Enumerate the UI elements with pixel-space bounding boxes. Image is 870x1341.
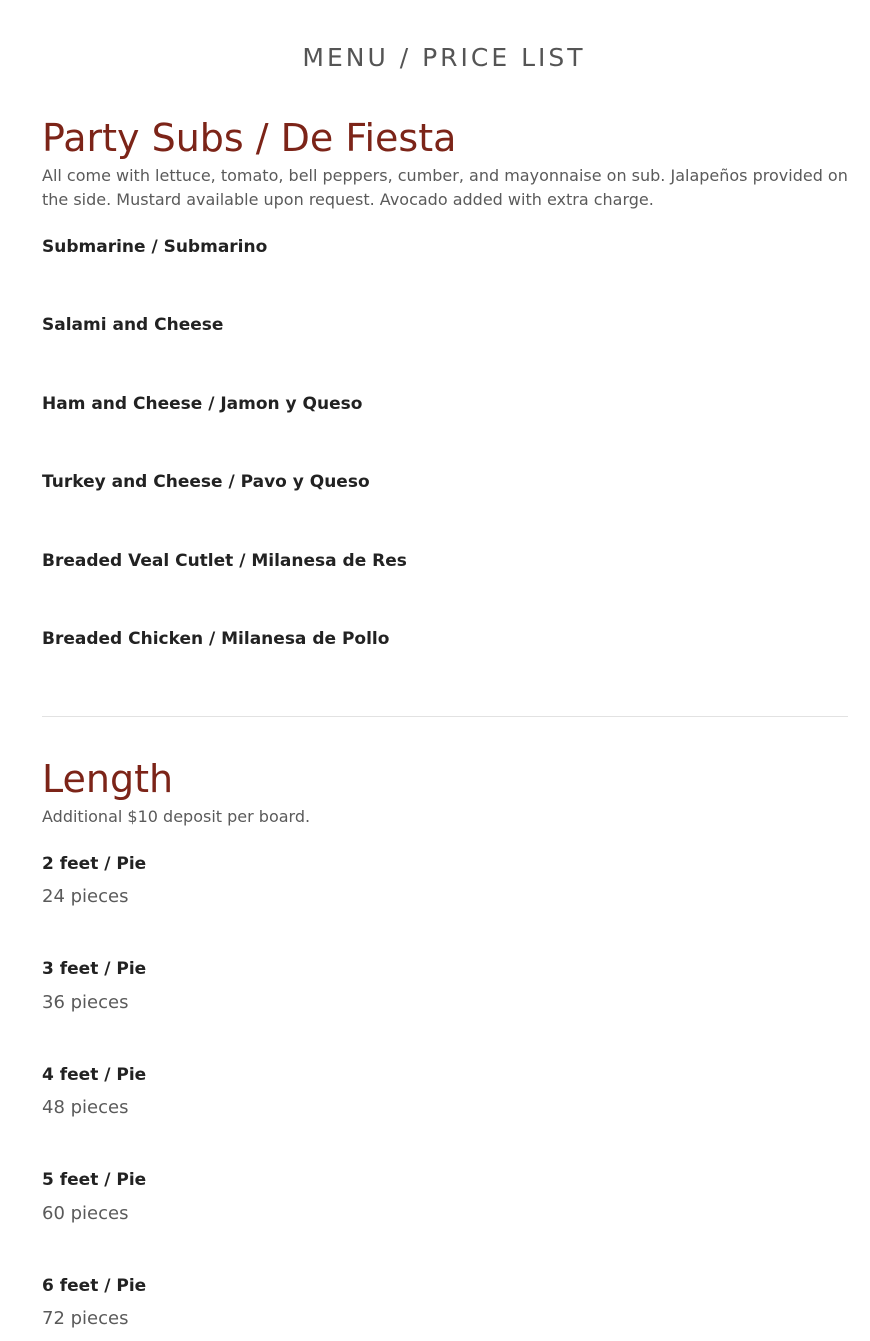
- length-item-5ft: 5 feet / Pie: [42, 1170, 147, 1190]
- length-item-3ft: 3 feet / Pie: [42, 959, 147, 979]
- menu-item-turkey-cheese: Turkey and Cheese / Pavo y Queso: [42, 472, 370, 492]
- length-item-3ft-pieces: 36 pieces: [42, 992, 129, 1013]
- length-title: Length: [42, 757, 174, 801]
- length-item-2ft-pieces: 24 pieces: [42, 886, 129, 907]
- length-item-4ft: 4 feet / Pie: [42, 1065, 147, 1085]
- party-subs-description: All come with lettuce, tomato, bell peppers, cumber, and mayonnaise on sub. Jalapeños provided on the side. Mustard available upon request. Avocado added with extra charge.: [42, 166, 848, 209]
- length-description: Additional $10 deposit per board.: [42, 807, 311, 826]
- length-item-6ft-pieces: 72 pieces: [42, 1308, 129, 1329]
- menu-item-submarine: Submarine / Submarino: [42, 237, 268, 257]
- length-item-5ft-pieces: 60 pieces: [42, 1203, 129, 1224]
- length-item-2ft: 2 feet / Pie: [42, 854, 147, 874]
- section-divider: [42, 716, 848, 717]
- menu-item-breaded-chicken: Breaded Chicken / Milanesa de Pollo: [42, 629, 390, 649]
- menu-item-ham-cheese: Ham and Cheese / Jamon y Queso: [42, 394, 363, 414]
- party-subs-title: Party Subs / De Fiesta: [42, 116, 457, 160]
- menu-item-salami-cheese: Salami and Cheese: [42, 315, 224, 335]
- length-item-4ft-pieces: 48 pieces: [42, 1097, 129, 1118]
- page-title: MENU / PRICE LIST: [302, 43, 586, 72]
- menu-item-breaded-veal: Breaded Veal Cutlet / Milanesa de Res: [42, 551, 407, 571]
- length-item-6ft: 6 feet / Pie: [42, 1276, 147, 1296]
